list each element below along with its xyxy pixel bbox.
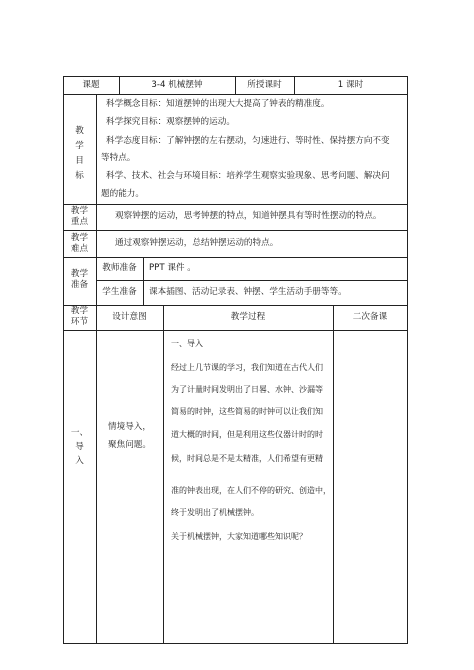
border-line — [63, 204, 408, 205]
difficulty-label-line: 教学 — [70, 233, 89, 243]
difficulty-text: 通过观察钟摆运动，总结钟摆运动的特点。 — [115, 238, 279, 248]
topic-label: 课题 — [82, 80, 100, 90]
section1-process-line: 终于发明出了机械摆钟。 — [171, 508, 259, 517]
key-point-text: 观察钟摆的运动，思考钟摆的特点，知道钟摆具有等时性摆动的特点。 — [115, 211, 382, 221]
goals-label — [63, 126, 96, 182]
section1-label-line: 入 — [75, 456, 84, 466]
border-line — [163, 305, 164, 644]
border-line — [63, 94, 408, 95]
difficulty-label-line: 难点 — [70, 244, 89, 254]
section-header-label-line: 环节 — [70, 317, 89, 327]
student-prep-label: 学生准备 — [102, 287, 137, 297]
section1-process-line: 准的钟表出现，在人们不停的研究、创造中， — [171, 486, 331, 495]
section1-process-line: 关于机械摆钟，大家知道哪些知识呢？ — [171, 532, 307, 541]
topic-value: 3-4 机械摆钟 — [151, 80, 203, 90]
border-line — [143, 257, 144, 305]
border-line — [63, 330, 408, 331]
key-point-label — [63, 206, 96, 228]
goals-label-char: 目 — [75, 156, 84, 166]
goal-line: 科学、技术、社会与环境目标：培养学生观察实验现象、思考问题、解决问 — [106, 171, 390, 181]
goals-label-char: 标 — [75, 171, 84, 181]
section1-process-line: 一、导入 — [171, 339, 203, 348]
border-line — [63, 643, 408, 644]
prep-label — [63, 269, 96, 291]
section1-label-line: 一、 — [70, 428, 89, 438]
goal-line: 题的能力。 — [101, 189, 144, 199]
border-line — [63, 305, 408, 306]
design-intent-header: 设计意图 — [112, 312, 147, 322]
border-line — [407, 76, 408, 644]
section1-label-line: 导 — [75, 442, 84, 452]
goals-label-char: 学 — [75, 141, 84, 151]
section1-design-line: 情境导入， — [108, 422, 151, 432]
section1-process-line: 为了计量时间发明出了日晷、水钟、沙漏等 — [171, 385, 323, 394]
border-line — [63, 257, 408, 258]
section1-process-line: 经过上几节课的学习，我们知道在古代人们 — [171, 363, 323, 372]
teacher-prep-label: 教师准备 — [102, 263, 137, 273]
section1-label — [63, 428, 96, 467]
section1-design-line: 聚焦问题。 — [108, 440, 151, 450]
border-line — [333, 305, 334, 644]
goal-line: 科学概念目标：知道摆钟的出现大大提高了钟表的精准度。 — [106, 99, 330, 109]
teaching-process-header: 教学过程 — [230, 312, 266, 322]
key-point-label-line: 教学 — [70, 206, 89, 216]
section-header-label — [63, 306, 96, 328]
border-line — [63, 230, 408, 231]
prep-label-line: 准备 — [70, 280, 89, 290]
goal-line: 科学态度目标：了解钟摆的左右摆动，匀速进行、等时性、保持摆方向不变 — [106, 136, 390, 146]
difficulty-label — [63, 233, 96, 255]
border-line — [96, 94, 97, 644]
second-prep-header: 二次备课 — [352, 312, 388, 322]
section1-process-line: 候，时间总是不是太精准，人们希望有更精 — [171, 454, 323, 463]
student-prep-text: 课本插图、活动记录表、钟摆、学生活动手册等等。 — [149, 287, 347, 297]
lesson-plan-table — [63, 76, 408, 644]
goal-line: 等特点。 — [101, 153, 136, 163]
goals-label-char: 教 — [75, 126, 84, 136]
section-header-label-line: 教学 — [70, 306, 89, 316]
prep-label-line: 教学 — [70, 269, 89, 279]
section1-process-line: 简易的时钟，这些简易的时钟可以让我们知 — [171, 407, 323, 416]
hours-label: 所授课时 — [247, 80, 282, 90]
hours-value: 1 课时 — [337, 80, 364, 90]
key-point-label-line: 重点 — [70, 217, 89, 227]
teacher-prep-text: PPT 课件 。 — [149, 263, 196, 273]
section1-process-line: 道大概的时间，但是利用这些仪器计时的时 — [171, 430, 323, 439]
goal-line: 科学探究目标：观察摆钟的运动。 — [106, 117, 235, 127]
